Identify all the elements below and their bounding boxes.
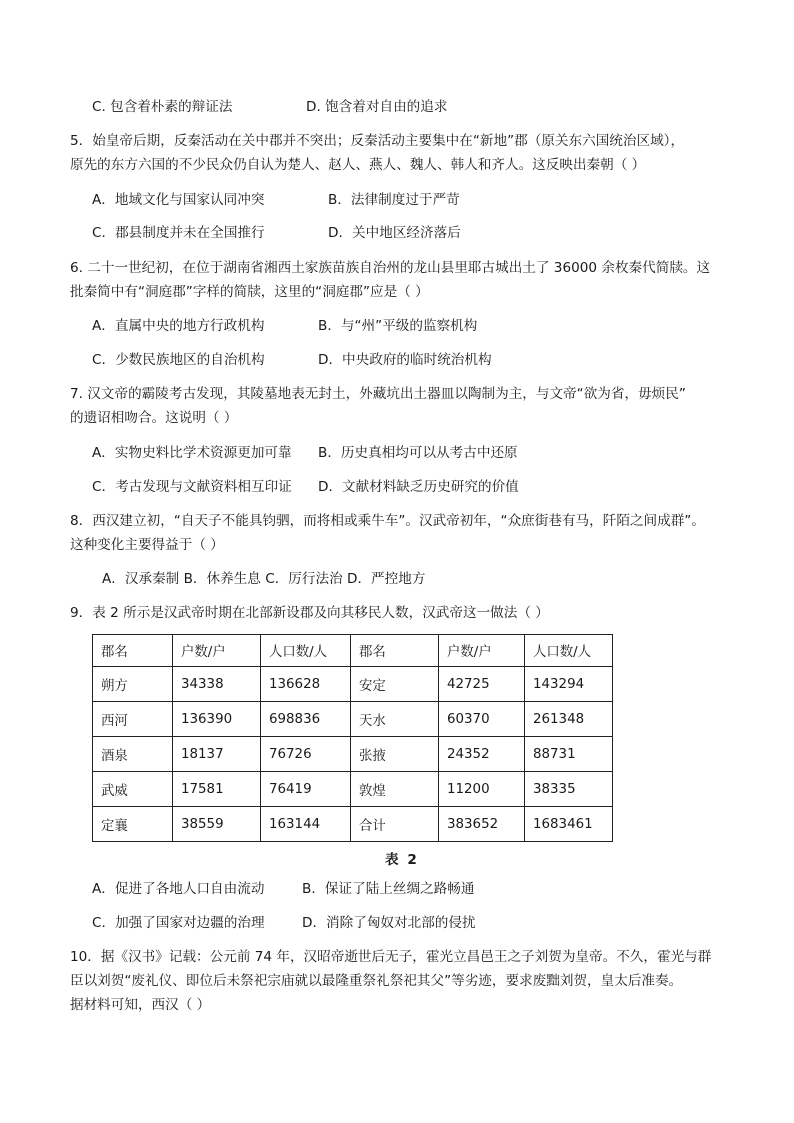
- table-cell: 38335: [525, 772, 613, 807]
- table-row: [93, 667, 613, 702]
- table-cell: 定襄: [93, 807, 173, 842]
- q4-option-d: D. 饱含着对自由的追求: [306, 99, 448, 115]
- q10-stem-line1: 10．据《汉书》记载：公元前 74 年，汉昭帝逝世后无子，霍光立昌邑王之子刘贺为皇帝。不久，霍光与群: [70, 949, 712, 965]
- q5-option-a: A．地域文化与国家认同冲突: [92, 192, 265, 208]
- table-row: [93, 772, 613, 807]
- q10-stem-line3: 据材料可知，西汉（ ）: [70, 997, 211, 1013]
- q8-stem-line2: 这种变化主要得益于（ ）: [70, 537, 224, 553]
- q7-stem-line1: 7. 汉文帝的霸陵考古发现，其陵墓地表无封土，外藏坑出土器皿以陶制为主，与文帝“欲为省，毋烦民”: [70, 386, 686, 402]
- q10-stem-line2: 臣以刘贺“废礼仪、即位后未祭祀宗庙就以最隆重祭礼祭祀其父”等劣迹，要求废黜刘贺，皇太后准奏。: [70, 973, 683, 989]
- table-header-cell: 郡名: [351, 635, 439, 667]
- q9-option-a: A．促进了各地人口自由流动: [92, 881, 265, 897]
- table-cell: 34338: [173, 667, 261, 702]
- table-cell: 安定: [351, 667, 439, 702]
- table-header-cell: 户数/户: [173, 635, 261, 667]
- table-cell: 武威: [93, 772, 173, 807]
- table-cell: 18137: [173, 737, 261, 772]
- q4-option-c: C. 包含着朴素的辩证法: [92, 99, 233, 115]
- q6-option-d: D．中央政府的临时统治机构: [318, 352, 492, 368]
- table-cell: 42725: [439, 667, 525, 702]
- q7-stem-line2: 的遗诏相吻合。这说明（ ）: [70, 410, 238, 426]
- table-cell: 261348: [525, 702, 613, 737]
- q8-options: A．汉承秦制 B．休养生息 C．厉行法治 D．严控地方: [102, 571, 426, 587]
- q9-option-c: C．加强了国家对边疆的治理: [92, 915, 265, 931]
- q5-option-d: D．关中地区经济落后: [328, 225, 461, 241]
- q6-option-a: A．直属中央的地方行政机构: [92, 318, 265, 334]
- table-cell: 60370: [439, 702, 525, 737]
- table-cell: 136628: [261, 667, 351, 702]
- population-table: [92, 634, 613, 842]
- q5-stem-line2: 原先的东方六国的不少民众仍自认为楚人、赵人、燕人、魏人、韩人和齐人。这反映出秦朝（ ）: [70, 157, 646, 173]
- q9-option-b: B．保证了陆上丝绸之路畅通: [302, 881, 475, 897]
- table-cell: 张掖: [351, 737, 439, 772]
- table-cell: 天水: [351, 702, 439, 737]
- q6-stem-line2: 批秦简中有“洞庭郡”字样的简牍，这里的“洞庭郡”应是（ ）: [70, 284, 429, 300]
- table-cell: 698836: [261, 702, 351, 737]
- q9-stem-line1: 9．表 2 所示是汉武帝时期在北部新设郡及向其移民人数，汉武帝这一做法（ ）: [70, 605, 549, 621]
- table-header-cell: 户数/户: [439, 635, 525, 667]
- table-cell: 1683461: [525, 807, 613, 842]
- q6-option-b: B．与“州”平级的监察机构: [318, 318, 478, 334]
- table-cell: 383652: [439, 807, 525, 842]
- table-cell: 136390: [173, 702, 261, 737]
- q7-option-d: D．文献材料缺乏历史研究的价值: [318, 479, 519, 495]
- q7-option-b: B．历史真相均可以从考古中还原: [318, 445, 518, 461]
- table-header-row: [93, 635, 613, 667]
- table-cell: 合计: [351, 807, 439, 842]
- table-cell: 76726: [261, 737, 351, 772]
- table-cell: 24352: [439, 737, 525, 772]
- table-cell: 38559: [173, 807, 261, 842]
- table-cell: 敦煌: [351, 772, 439, 807]
- table-row: [93, 702, 613, 737]
- table-row: [93, 737, 613, 772]
- table-caption: 表 2: [385, 852, 419, 868]
- q6-option-c: C．少数民族地区的自治机构: [92, 352, 265, 368]
- table-cell: 163144: [261, 807, 351, 842]
- q7-option-a: A．实物史料比学术资源更加可靠: [92, 445, 292, 461]
- q6-stem-line1: 6. 二十一世纪初，在位于湖南省湘西土家族苗族自治州的龙山县里耶古城出土了 36000 余枚秦代简牍。这: [70, 260, 711, 276]
- table-cell: 143294: [525, 667, 613, 702]
- q5-option-b: B．法律制度过于严苛: [328, 192, 460, 208]
- table-cell: 17581: [173, 772, 261, 807]
- q7-option-c: C．考古发现与文献资料相互印证: [92, 479, 292, 495]
- table-header-cell: 郡名: [93, 635, 173, 667]
- q9-option-d: D．消除了匈奴对北部的侵扰: [302, 915, 476, 931]
- table-header-cell: 人口数/人: [261, 635, 351, 667]
- table-cell: 朔方: [93, 667, 173, 702]
- table-cell: 酒泉: [93, 737, 173, 772]
- q8-stem-line1: 8．西汉建立初，“自天子不能具钧驷，而将相或乘牛车”。汉武帝初年，“众庶街巷有马，阡陌之间成群”。: [70, 513, 705, 529]
- table-cell: 11200: [439, 772, 525, 807]
- table-row: [93, 807, 613, 842]
- q5-option-c: C．郡县制度并未在全国推行: [92, 225, 265, 241]
- table-cell: 76419: [261, 772, 351, 807]
- table-cell: 西河: [93, 702, 173, 737]
- table-header-cell: 人口数/人: [525, 635, 613, 667]
- q5-stem-line1: 5．始皇帝后期，反秦活动在关中郡并不突出；反秦活动主要集中在“新地”郡（原关东六国统治区域），: [70, 133, 685, 149]
- table-cell: 88731: [525, 737, 613, 772]
